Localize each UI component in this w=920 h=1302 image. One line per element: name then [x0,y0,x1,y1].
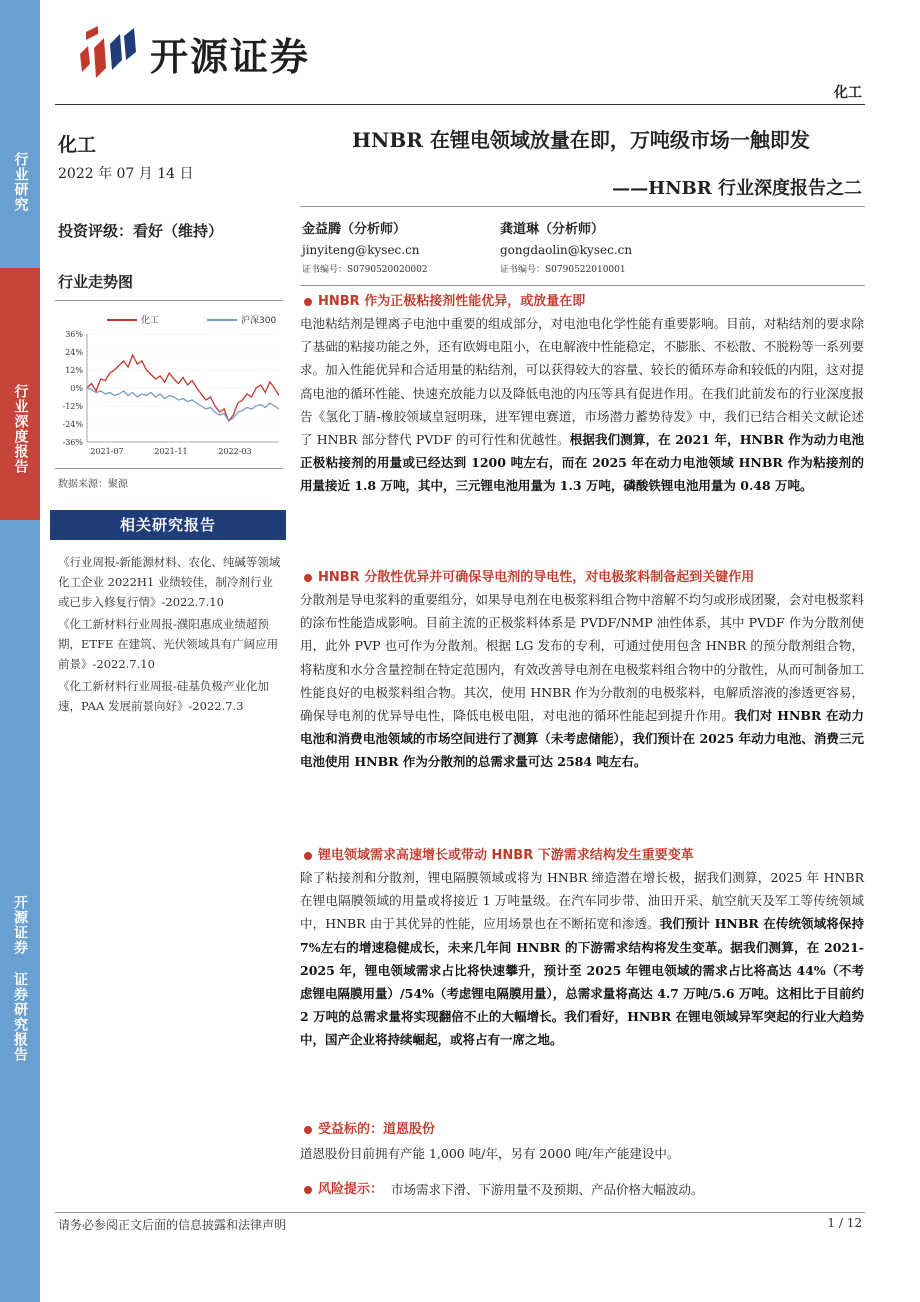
analyst-card [302,220,428,280]
section-heading [300,1120,864,1140]
y-tick-label: -24% [62,420,83,429]
analyst-license: 证书编号：S0790520020002 [302,265,428,275]
industry-trend-chart [55,306,285,466]
analyst-email[interactable]: gongdaolin@kysec.cn [500,243,633,257]
page-number: 1 / 12 [827,1216,862,1230]
x-tick-label: 2022-03 [218,447,252,456]
paragraph-text: 除了粘接剂和分散剂，锂电隔膜领域或将为 HNBR 缔造潜在增长极，据我们测算，2025 年 HNBR 在锂电隔膜领域的用量或将接近 1 万吨量级。在汽车同步带、油田开采、航空航天及军工等传统领域中，HNBR 由于其优异的性能，应用场景也在不断拓宽和渗透。 [300,870,864,932]
paragraph-bold-text: 根据我们测算，在 2021 年，HNBR 作为动力电池正极粘接剂的用量或已经达到 1200 吨左右，而在 2025 年在动力电池领域 HNBR 作为粘接剂的用量接近 1.8 万吨，其中，三元锂电池用量为 1.3 万吨，磷酸铁锂电池用量为 0.48 万吨。 [300,432,864,494]
brand-logo [76,24,310,82]
y-tick-label: 36% [65,330,83,339]
x-tick-label: 2021-07 [90,447,124,456]
y-tick-label: 24% [65,348,83,357]
section-heading-text: HNBR 分散性优异并可确保导电剂的导电性，对电极浆料制备起到关键作用 [318,570,755,585]
related-reports-list [58,552,284,718]
bullet-icon [304,1186,312,1194]
analyst-license: 证书编号：S0790522010001 [500,265,626,275]
analyst-name: 龚道琳（分析师） [500,222,605,237]
side-bar-bottom [0,520,40,1302]
report-title: HNBR 在锂电领域放量在即，万吨级市场一触即发 [352,128,810,152]
related-report-item[interactable]: 《行业周报-新能源材料、农化、纯碱等领域化工企业 2022H1 业绩较佳，制冷剂行业或已步入修复行情》-2022.7.10 [58,555,281,609]
bullet-icon [304,298,312,306]
header-divider [55,104,865,105]
risk-line [300,1180,864,1200]
paragraph-text: 电池粘结剂是锂离子电池中重要的组成部分，对电池电化学性能有重要影响。目前，对粘结剂的要求除了基础的粘接功能之外，还有欧姆电阻小，在电解液中性能稳定，不膨胀、不松散、不脱粉等一系列要求。加入性能优异和合适用量的粘结剂，可以获得较大的容量、较长的循环寿命和较低的内阻，这对提高电池的循环性能、快速充放能力以及降低电池的内压等具有促进作用。在我们此前发布的行业深度报告《氢化丁腈-橡胶领域皇冠明珠，进军锂电赛道，市场潜力蓄势待发》中，我们已结合相关文献论述了 HNBR 部分替代 PVDF 的可行性和优越性。 [300,316,864,448]
legend-label: 沪深300 [241,316,277,326]
analyst-card [500,220,632,280]
section-binder [300,292,864,498]
report-date: 2022 年 07 月 14 日 [58,166,194,182]
legend-label: 化工 [141,316,160,326]
chart-top-rule [55,300,283,301]
header-category: 化工 [834,85,862,101]
y-tick-label: 0% [70,384,83,393]
section-heading-text: 锂电领域需求高速增长或带动 HNBR 下游需求结构发生重要变革 [318,848,694,863]
series-line [87,388,279,421]
y-tick-label: 12% [65,366,83,375]
related-report-item[interactable]: 《化工新材料行业周报-硅基负极产业化加速，PAA 发展前景向好》-2022.7.3 [58,679,269,713]
section-heading-text: HNBR 作为正极粘接剂性能优异，或放量在即 [318,294,586,309]
title-divider [300,206,865,207]
sector-name: 化工 [58,134,97,156]
risk-text: 市场需求下滑、下游用量不及预期、产品价格大幅波动。 [391,1182,704,1197]
chart-bottom-rule [55,468,283,469]
related-report-item[interactable]: 《化工新材料行业周报-濮阳惠成业绩超预期，ETFE 在建筑、光伏领域具有广阔应用前景》-2022.7.10 [58,617,279,671]
brand-logo-icon [76,24,144,82]
bullet-icon [304,1126,312,1134]
footer-divider [55,1212,865,1213]
section-beneficiary [300,1120,864,1165]
related-reports-header: 相关研究报告 [50,510,286,540]
y-tick-label: -12% [62,402,83,411]
bullet-icon [304,852,312,860]
brand-name: 开源证券 [150,34,311,79]
analyst-email[interactable]: jinyiteng@kysec.cn [302,243,420,257]
section-risk [300,1180,864,1200]
y-tick-label: -36% [62,438,83,447]
section-heading [300,292,864,312]
chart-source: 数据来源：聚源 [58,479,128,490]
footer-disclaimer[interactable]: 请务必参阅正文后面的信息披露和法律声明 [58,1218,287,1232]
side-label-industry-research: 行业研究 [12,152,29,212]
section-dispersant [300,568,864,774]
section-demand [300,846,864,1052]
analyst-divider [300,285,865,286]
bullet-icon [304,574,312,582]
side-label-brand: 开源证券 证券研究报告 [12,894,28,1062]
paragraph-bold-text: 我们对 HNBR 在动力电池和消费电池领域的市场空间进行了测算（未考虑储能），我们预计在 2025 年动力电池、消费三元电池使用 HNBR 作为分散剂的总需求量可达 2584 吨左右。 [300,708,864,770]
section-paragraph [300,866,864,1052]
paragraph-text: 分散剂是导电浆料的重要组分，如果导电剂在电极浆料组合物中溶解不均匀或形成团聚，会对电极浆料的涂布性能造成影响。目前主流的正极浆料体系是 PVDF/NMP 油性体系，其中 PVDF 作为分散剂使用，此外 PVP 也可作为分散剂。根据 LG 发布的专利，可通过使用包含 HNBR 的预分散剂组合物，将粘度和水分含量控制在特定范围内，有效改善导电剂在电极浆料组合物中的分散性，从而可制备加工性能良好的电极浆料组合物。其次，使用 HNBR 作为分散剂的电极浆料，电解质溶液的渗透更容易，确保导电剂的优异导电性，降低电极电阻，对电池的循环性能起到提升作用。 [300,592,864,724]
trend-title: 行业走势图 [58,273,134,291]
paragraph-bold-text: 我们预计 HNBR 在传统领域将保持 7%左右的增速稳健成长，未来几年间 HNBR 的下游需求结构将发生变革。据我们测算，在 2021-2025 年，锂电领域需求占比将快速攀升，预计至 2025 年锂电领域的需求占比将高达 44%（不考虑锂电隔膜用量）/54%（考虑锂电隔膜用量），总需求量将高达 4.7 万吨/5.6 万吨。这相比于目前约 2 万吨的总需求量将实现翻倍不止的大幅增长。我们看好，HNBR 在锂电领域异军突起的行业大趋势中，国产企业将持续崛起，或将占有一席之地。 [300,916,864,1048]
analyst-name: 金益腾（分析师） [302,222,407,237]
side-label-report-type: 行业深度报告 [12,384,29,474]
side-bar-mid [0,268,40,520]
section-paragraph [300,588,864,774]
investment-rating: 投资评级：看好（维持） [58,222,224,240]
section-heading [300,568,864,588]
section-heading [300,846,864,866]
section-paragraph: 道恩股份目前拥有产能 1,000 吨/年，另有 2000 吨/年产能建设中。 [300,1146,680,1161]
section-heading-text: 受益标的：道恩股份 [318,1122,436,1137]
risk-label: 风险提示： [318,1182,384,1197]
side-bar-top [0,0,40,268]
report-subtitle: ——HNBR 行业深度报告之二 [612,178,862,199]
x-tick-label: 2021-11 [154,447,188,456]
section-paragraph [300,312,864,498]
